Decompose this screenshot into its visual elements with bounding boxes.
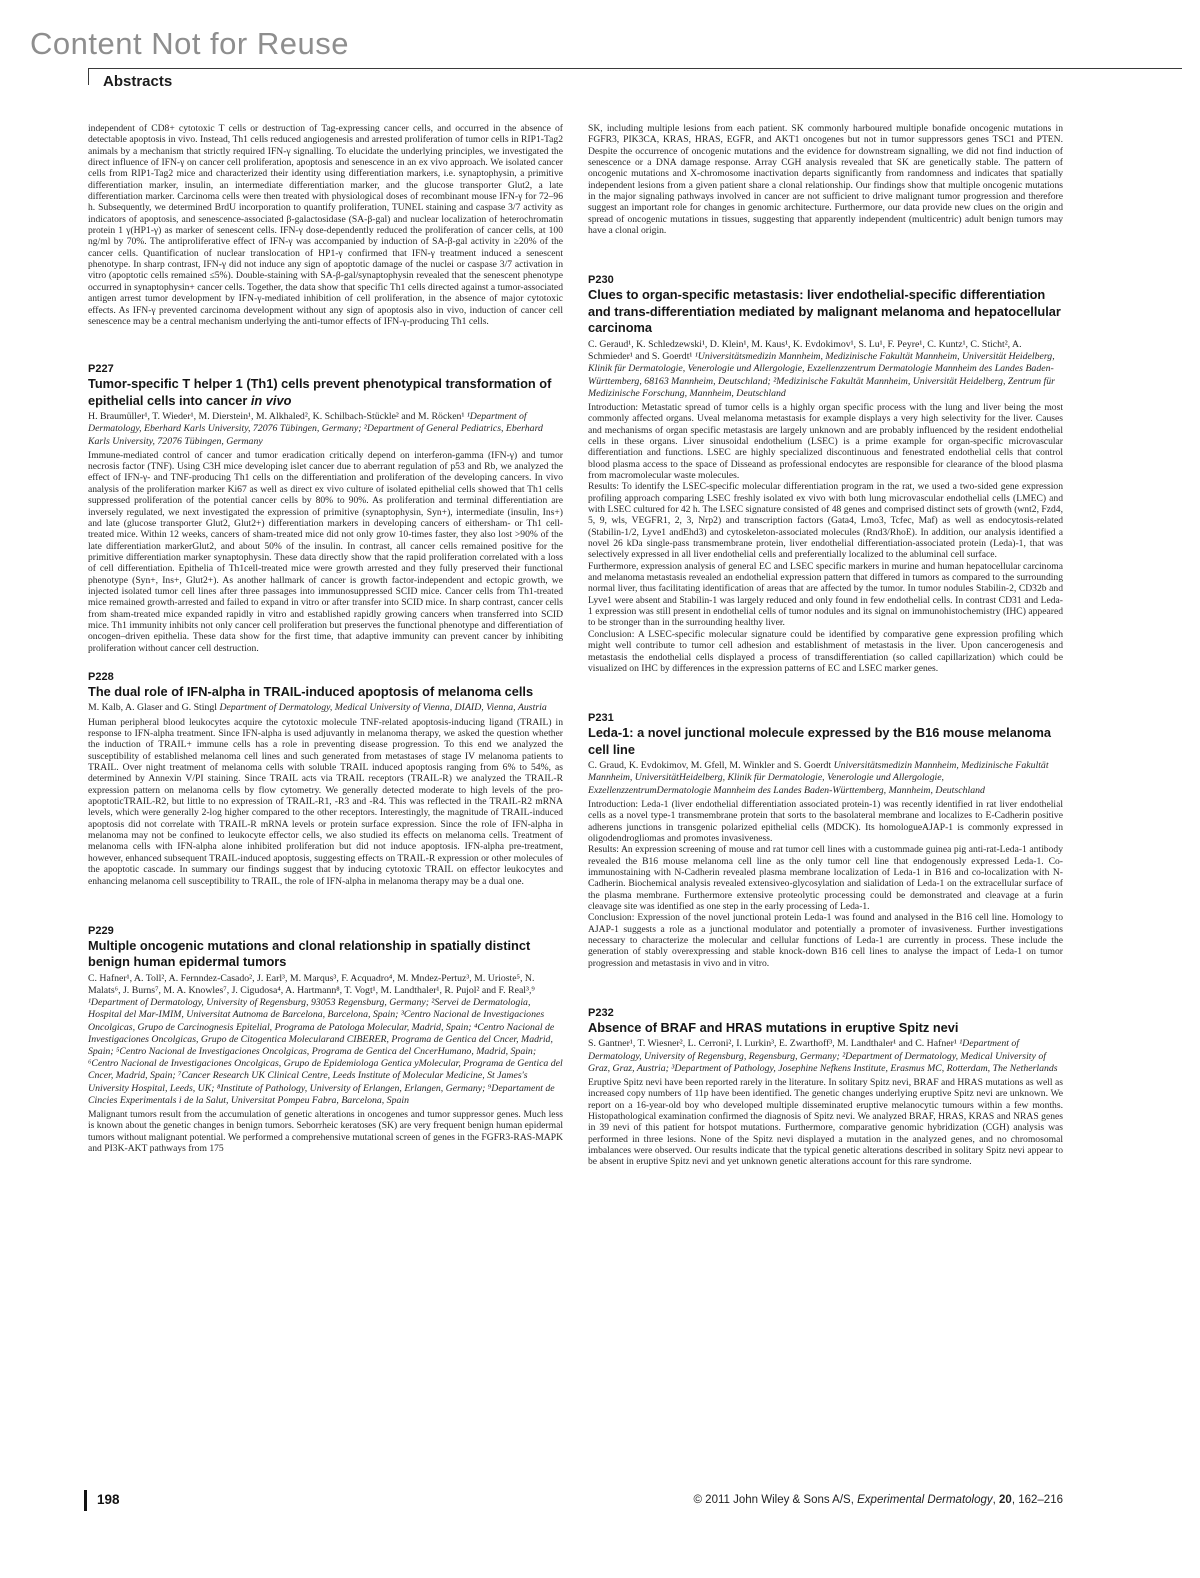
abstract-title: Multiple oncogenic mutations and clonal relationship in spatially distinct benign human epidermal tumors [88,937,531,970]
abstract-p229 [88,925,563,1155]
continued-abstract-text: independent of CD8+ cytotoxic T cells or destruction of Tag-expressing cancer cells, and occurred in the absence of detectable apoptosis in vivo. Instead, Th1 cells reduced angiogenesis and arrested proliferation of tumor cells in RIP1-Tag2 animals by a mechanism that strictly required IFN-γ signalling. To elucidate the underlying principles, we investigated the direct influence of IFN-γ on cancer cell proliferation, apoptosis and senescence in an ex vivo approach. We isolated cancer cells from RIP1-Tag2 mice and characterized their identity using differentiation markers, i.e. synaptophysin, a primitive differentiation marker, insulin, an intermediate differentiation marker, and the glucose transporter Glut2, a late differentiation marker. Carcinoma cells were then treated with physiological doses of recombinant mouse IFN-γ for 72–96 h. Subsequently, we determined BrdU incorporation to quantify proliferation, TUNEL staining and caspase 3/7 activity as indicators of apoptosis, and senescence-associated β-galactosidase (SA-β-gal) and nuclear localization of heterochromatin protein 1 γ(HP1-γ) as marker of senescent cells. IFN-γ dose-dependently reduced the proliferation of cancer cells, at 100 ng/ml by 70%. The antiproliferative effect of IFN-γ was accompanied by induction of SA-β-gal activity in ≥20% of the cancer cells. Quantification of nuclear translocation of HP1-γ confirmed that IFN-γ treatment induced a senescent phenotype. In sharp contrast, IFN-γ did not induce any sign of apoptotic damage of the nuclei or caspase 3/7 activation in vitro (apoptotic cells remained ≤5%). Double-staining with SA-β-gal/synaptophysin revealed that the senescent phenotype occurred in synaptophysin+ cancer cells. Together, the data show that specific Th1 cells directed against a tumor-associated antigen arrest tumor development by IFN-γ-mediated inhibition of cell proliferation, in the absence of major cytotoxic effects. As IFN-γ prevented carcinoma development without any sign of apoptosis also in vivo, induction of cancer cell senescence may be a central mechanism underlying the anti-tumor effects of IFN-γ-producing Th1 cells. [88,123,563,327]
abstract-id: P230 [588,274,614,287]
abstract-title: Leda-1: a novel junctional molecule expressed by the B16 mouse melanoma cell line [588,725,1051,757]
content-not-for-reuse-watermark: Content Not for Reuse [30,26,349,61]
abstract-byline [88,702,563,714]
body-paragraph: Conclusion: Expression of the novel junctional protein Leda-1 was found and analysed in the B16 cell line. Homology to AJAP-1 suggests a role as a junctional modulator and potentially a promoter of invasiveness. Further investigations necessary to characterize the molecular and cellular functions of Leda-1 are currently in process. These include the generation of stably overexpressing and stable knock-down B16 cell lines to analyse the impact of Leda-1 on tumor progression and metastasis in vivo and in vitro. [588,912,1063,969]
abstract-title: Absence of BRAF and HRAS mutations in eruptive Spitz nevi [588,1019,959,1035]
abstract-id: P231 [588,712,614,725]
body-paragraph: Conclusion: A LSEC-specific molecular signature could be identified by comparative gene expression profiling which might well contribute to tumor cell adhesion and establishment of metastasis in the liver. Upon cancerogenesis and metastasis the endothelial cells displayed a process of transdifferentiation (so called capillarization) which could be visualized on IHC by differences in the expression patterns of EC and LSEC marker genes. [588,628,1063,674]
header-rule [88,68,1182,69]
page-number-bar [84,1490,87,1511]
body-paragraph: Immune-mediated control of cancer and tumor eradication critically depend on interferon-gamma (IFN-γ) and tumor necrosis factor (TNF). Using C3H mice developing islet cancer due to aberrant regulation of p53 and Rb, we analyzed the effect of IFN-γ- and TNF-producing Th1 cells on the differentiation and proliferation of the developing cancers. In vivo analysis of the proliferation marker Ki67 as well as direct ex vivo culture of isolated epithelial cells showed that Th1 cells suppressed proliferation of the potential cancer cells by 80% to 90%. As proliferation and terminal differentiation are inversely regulated, we next investigated the expression of primitive (synaptophysin, Syn+), intermediate (insulin, Ins+) and late (glucose transporter Glut2, Glut2+) differentiation markers in developing cancers of eithersham- or Th1 cell-treated mice. Within 12 weeks, cancers of sham-treated mice did not only grow 10-times faster, they also lost >90% of the late differentiation markerGlut2, and about 50% of the insulin. In contrast, all cancer cells remained positive for the primitive differentiation marker synaptophysin. These data directly show that the rapid proliferation correlated with a loss of cell differentiation. Epithelia of Th1cell-treated mice were growth arrested and they fully preserved their functional phenotype (Syn+, Ins+, Glut2+). As another hallmark of cancer is growth factor-independent and ectopic growth, we injected isolated tumor cell lines after three passages into immunosuppressed SCID mice. Cancer cells from Th1-treated mice remained growth-arrested and failed to expand in vitro or after transfer into SCID mice. In sharp contrast, cancer cells from sham-treated mice expanded rapidly in vitro and established rapidly growing cancers when transferred into SCID mice. Th1 immunity inhibits not only cancer cell proliferation but preserves the functional phenotype and differentiation of oncogen–driven epithelia. These data show for the first time, that adaptive immunity can prevent cancer by inhibiting proliferation without cancer cell destruction. [88,449,563,654]
abstract-byline [88,411,563,448]
abstract-body [88,450,563,654]
body-paragraph: Human peripheral blood leukocytes acquire the cytotoxic molecule TNF-related apoptosis-inducing ligand (TRAIL) in response to IFN-alpha treatment. Since IFN-alpha is used adjuvantly in melanoma therapy, we asked the question whether the induction of TRAIL+ immune cells has a role in preventing disease progression. To this end we analyzed the susceptibility of established melanoma cell lines and such generated from metastases of stage IV melanoma patients to TRAIL. Over night treatment of melanoma cells with soluble TRAIL induced apoptosis ranging from 6% to 54%, as determined by Annexin V/PI staining. Since TRAIL acts via TRAIL receptors (TRAIL-R) we analyzed the TRAIL-R expression pattern on melanoma cells by flow cytometry. We generally detected moderate to high levels of the pro-apoptoticTRAIL-R2, but little to no expression of TRAIL-R1, -R3 and -R4. This was reflected in the TRAIL-R2 mRNA levels, which were generally 2-log higher compared to the other receptors. Interestingly, the magnitude of TRAIL-induced apoptosis did not correlate with TRAIL-R mRNA levels or protein surface expression. Since the role of IFN-alpha in melanoma may not be confined to leukocyte effector cells, we also studied its effects on melanoma cells. Treatment of melanoma cells with IFN-alpha alone inhibited proliferation but did not induce apoptosis. IFN-alpha pre-treatment, however, enhanced subsequent TRAIL-induced apoptosis, suggesting effects on TRAIL-R expression or other molecules of the apoptotic cascade. In summary our findings suggest that by inducing cytotoxic TRAIL on effector leukocytes and enhancing melanoma cell susceptibility to TRAIL, the role of IFN-alpha in melanoma therapy may be a dual one. [88,716,563,887]
abstract-p231 [588,712,1063,969]
right-column [588,123,1063,1168]
abstract-body [588,1077,1063,1168]
abstract-body [588,799,1063,969]
body-paragraph: Furthermore, expression analysis of general EC and LSEC specific markers in murine and human hepatocellular carcinoma and melanoma metastasis revealed an endothelial expression pattern that differed in tumors as compared to the surrounding normal liver, thus facilitating identification of areas that are affected by the tumor. In tumor nodules Stabilin-2, CD32b and Lyve1 were absent and Stabilin-1 was largely reduced and only found in few endothelial cells. In contrast CD31 and Leda-1 expression was still present in endothelial cells of tumor nodules and its signal on immunohistochemistry (IHC) appeared to be stronger than in the surrounding healthy liver. [588,560,1063,629]
body-paragraph: Results: To identify the LSEC-specific molecular differentiation program in the rat, we used a two-sided gene expression profiling approach comparing LSEC freshly isolated ex vivo with both lung microvascular endothelial cells (LMEC) and with LSEC cultured for 42 h. The LSEC signature consisted of 48 genes and comprised distinct sets of growth (wnt2, Fzd4, 5, 9, wls, VEGFR1, 2, 3, Nrp2) and transcription factors (Gata4, Lmo3, Tcfec, Maf) as well as endocytosis-related (Stabilin-1/2, Lyve1 andEhd3) and cytoskeleton-associated molecules (Rnd3/RhoE). In addition, our analysis identified a novel 26 kDa single-pass transmembrane protein, liver endothelial differentiation-associated protein (Leda)-1, that was selectively expressed in all liver endothelial cells and preferentially localized to the abluminal cell surface. [588,481,1063,561]
body-paragraph: Results: An expression screening of mouse and rat tumor cell lines with a custommade guinea pig anti-rat-Leda-1 antibody revealed the B16 mouse melanoma cell line as the only tumor cell line that endogenously expressed Leda-1. Co-immunostaining with N-Cadherin revealed plasma membrane localization of Leda-1 in B16 and co-localization with N-Cadherin. Biochemical analysis revealed extensiveo-glycosylation and sialidation of Leda-1 on the extracellular surface of the plasma membrane. Furthermore extensive proteolytic processing could be demonstrated and cleavage at a furin cleavage site was identified as one step in the early processing of Leda-1. [588,844,1063,912]
journal-name: Experimental Dermatology [857,1494,993,1506]
abstract-affiliations: ¹Department of Dermatology, University of Regensburg, Regensburg, Germany; ²Department of Dermatology, Medical University of Graz, Graz, Austria; ³Department of Pathology, Josephine Nefkens Institute, Erasmus MC, Rotterdam, The Netherlands [588,1038,1058,1074]
header-corner-tick [88,68,89,85]
abstract-affiliations: ¹Universitätsmedizin Mannheim, Medizinische Fakultät Mannheim, Universität Heidelberg, Klinik für Dermatologie, Venerologie und Allergologie, Exzellenzzentrum Dermatologie Mannheim des Landes Baden-Württemberg, 68163 Mannheim, Deutschland; ²Medizinische Fakultät Mannheim, Universität Heidelberg, Zentrum für Medizinische Forschung, Mannheim, Deutschland [588,351,1055,399]
abstract-p228 [88,671,563,887]
abstract-byline [588,760,1063,797]
abstract-p230 [588,274,1063,674]
abstract-id: P228 [88,670,114,683]
body-paragraph: Introduction: Metastatic spread of tumor cells is a highly organ specific process with the lung and liver being the most commonly affected organs. Uveal melanoma metastasis for example displays a very high selectivity for the liver. Causes and mechanisms of organ specific metastasis are largely unknown and are probably influenced by the resident endothelial cells in these organs. Liver sinusoidal endothelium (LSEC) is a prime example for organ-specific microvascular differentiation and functions. LSEC are highly specialized discontinuous and fenestrated endothelial cells that control blood plasma access to the space of Disseand as professional endocytes are responsible for clearance of the blood plasma from macromolecular waste molecules. [588,401,1063,482]
abstract-id: P232 [588,1006,614,1019]
abstract-affiliations: Department of Dermatology, Medical University of Vienna, DIAID, Vienna, Austria [219,702,547,714]
page-number: 198 [97,1492,120,1507]
abstract-id: P227 [88,363,114,376]
abstract-id: P229 [88,924,114,937]
continued-abstract-text: SK, including multiple lesions from each patient. SK commonly harboured multiple bonafide oncogenic mutations in FGFR3, PIK3CA, KRAS, HRAS, EGFR, and AKT1 oncogenes but not in tumor suppressors genes TSC1 and PTEN. Despite the occurrence of oncogenic mutations and the evidence for downstream signalling, we did not find induction of senescence or a DNA damage response. Array CGH analysis revealed that SK are genetically stable. The pattern of oncogenic mutations and X-chromosome inactivation departs significantly from randomness and indicates that spatially independent lesions from a given patient share a clonal relationship. Our findings show that multiple oncogenic mutations in the major signaling pathways involved in cancer are not sufficient to drive malignant tumor progression and therefore suggest an important role for changes in genomic architecture. Furthermore, our data provide new clues on the origin and spread of oncogenic mutations in tissues, suggesting that apparently independent (multicentric) adult benign tumors may have a clonal origin. [588,123,1063,237]
page-footer [0,1490,1200,1514]
abstract-authors: S. Gantner¹, T. Wiesner², L. Cerroni², I. Lurkin³, E. Zwarthoff³, M. Landthaler¹ and C. Hafner¹ [588,1038,957,1050]
abstract-authors: C. Hafner¹, A. Toll², A. Fernndez-Casado², J. Earl³, M. Marqus³, F. Acquadro⁴, M. Mndez-Pertuz³, M. Urioste⁵, N. Malats⁶, J. Burns⁷, M. A. Knowles⁷, J. Cigudosa⁴, A. Hartmann⁸, T. Vogt¹, M. Landthaler¹, R. Pujol² and F. Real³,⁹ [88,972,535,997]
body-paragraph: Introduction: Leda-1 (liver endothelial differentiation associated protein-1) was recently identified in rat liver endothelial cells as a novel type-1 transmembrane protein that sorts to the basolateral membrane and localizes to E-Cadherin positive adherens junctions in transgenic polarized epithelial cells (MDCK). Its homologueAJAP-1 is commonly expressed in oligodendrogliomas and promotes invasiveness. [588,798,1063,844]
abstract-authors: M. Kalb, A. Glaser and G. Stingl [88,702,217,714]
abstract-authors: C. Graud, K. Evdokimov, M. Gfell, M. Winkler and S. Goerdt [588,760,832,772]
title-italic-phrase: in vivo [250,392,292,408]
abstract-affiliations: ¹Department of Dermatology, University of Regensburg, 93053 Regensburg, Germany; ²Servei de Dermatologia, Hospital del Mar-IMIM, Universitat Autnoma de Barcelona, Barcelona, Spain; ³Centro Nacional de Investigaciones Oncolgicas, Grupo de Carcinognesis Epitelial, Programa de Patologa Molecular, Madrid, Spain; ⁴Centro Nacional de Investigaciones Oncolgicas, Grupo de Citogentica Molecularand CIBERER, Programa de Gentica del Cncer, Madrid, Spain; ⁵Centro Nacional de Investigaciones Oncolgicas, Programa de Gentica del CncerHumano, Madrid, Spain; ⁶Centro Nacional de Investigaciones Oncolgicas, Grupo de Epidemiologa Gentica yMolecular, Programa de Gentica del Cncer, Madrid, Spain; ⁷Cancer Research UK Clinical Centre, Leeds Institute of Molecular Medicine, St James's University Hospital, Leeds, UK; ⁸Institute of Pathology, University of Erlangen, Erlangen, Germany; ⁹Departament de Cincies Experimentals i de la Salut, Universitat Pompeu Fabra, Barcelona, Spain [88,997,563,1106]
section-title: Abstracts [103,73,173,90]
abstract-byline [88,973,563,1107]
abstract-title: The dual role of IFN-alpha in TRAIL-induced apoptosis of melanoma cells [88,683,534,699]
abstract-title: Clues to organ-specific metastasis: liver endothelial-specific differentiation and trans-differentiation mediated by malignant melanoma and hepatocellular carcinoma [588,287,1061,336]
abstract-body [88,717,563,887]
abstract-p227 [88,363,563,654]
copyright-line: © 2011 John Wiley & Sons A/S, Experimental Dermatology, 20, 162–216 [693,1494,1063,1506]
abstract-authors: H. Braumüller¹, T. Wieder¹, M. Dierstein¹, M. Alkhaled², K. Schilbach-Stückle² and M. Röcken¹ [88,411,465,423]
abstract-byline [588,1038,1063,1075]
volume-number: 20 [999,1494,1012,1506]
abstract-title: Tumor-specific T helper 1 (Th1) cells prevent phenotypical transformation of epithelial cells into cancer in vivo [88,376,552,408]
abstract-p232 [588,1007,1063,1168]
abstract-body [588,402,1063,674]
left-column [88,123,563,1154]
abstract-byline [588,339,1063,400]
abstract-authors: C. Geraud¹, K. Schledzewski¹, D. Klein¹, M. Kaus¹, K. Evdokimov¹, S. Lu¹, F. Peyre¹, C. Kuntz¹, C. Sticht², A. Schmieder¹ and S. Goerdt¹ [588,338,1022,363]
abstract-affiliations: Universitätsmedizin Mannheim, Medizinische Fakultät Mannheim, UniversitätHeidelberg, Klinik für Dermatologie, Venerologie und Allergologie, ExzellenzzentrumDermatologie Mannheim des Landes Baden-Württemberg, Mannheim, Deutschland [588,760,1049,796]
body-paragraph: Malignant tumors result from the accumulation of genetic alterations in oncogenes and tumor suppressor genes. Much less is known about the genetic changes in benign tumors. Seborrheic keratoses (SK) are very frequent benign human epidermal tumors without malignant potential. We performed a comprehensive mutational screen of genes in the FGFR3-RAS-MAPK and PI3K-AKT pathways from 175 [88,1109,563,1155]
body-paragraph: Eruptive Spitz nevi have been reported rarely in the literature. In solitary Spitz nevi, BRAF and HRAS mutations as well as increased copy numbers of 11p have been identified. The genetic changes underlying eruptive Spitz nevi are unknown. We report on a 16-year-old boy who developed multiple disseminated eruptive melanocytic tumours within a few months. Histopathological examination confirmed the diagnosis of Spitz nevi. We analyzed BRAF, HRAS, KRAS and NRAS genes in 39 nevi of this patient for hotspot mutations. Furthermore, comparative genomic hybridization (CGH) analysis was performed in three lesions. None of the Spitz nevi displayed a mutation in the analyzed genes, and no chromosomal imbalances were observed. Our results indicate that the typical genetic alterations described in solitary Spitz nevi appear to be absent in eruptive Spitz nevi and yet unknown genetic alterations account for this rare syndrome. [588,1077,1063,1168]
abstract-body [88,1109,563,1154]
abstract-affiliations: ¹Department of Dermatology, Eberhard Karls University, 72076 Tübingen, Germany; ²Department of General Pediatrics, Eberhard Karls University, 72076 Tübingen, Germany [88,411,543,447]
